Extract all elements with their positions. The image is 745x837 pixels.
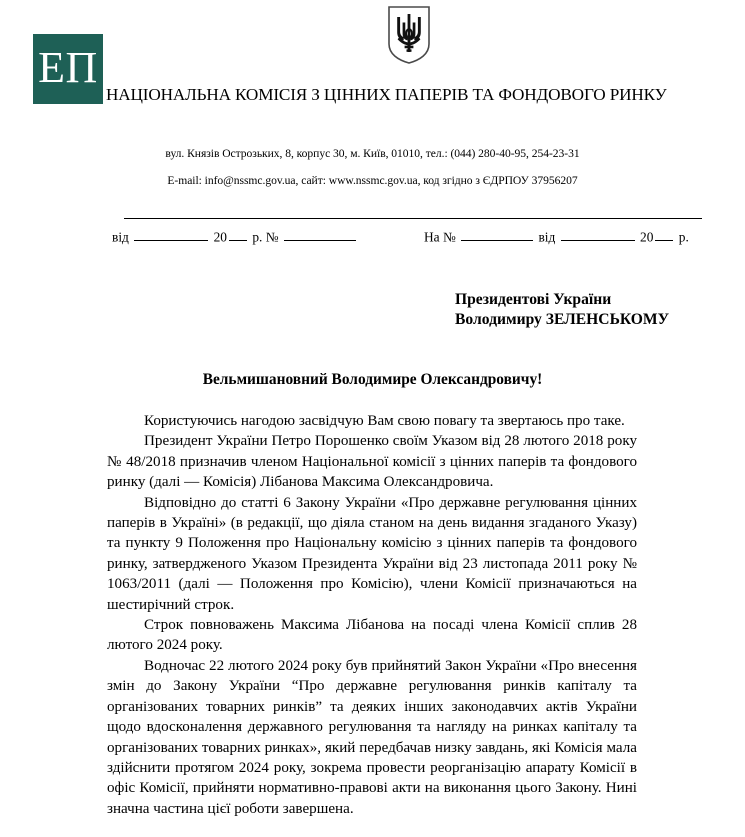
body-paragraph: Відповідно до статті 6 Закону України «Про державне регулювання цінних паперів в Україні» (в редакції, що діяла станом на день видання згаданого Указу) та пункту 9 Положення про Національну комісію з цінних паперів та фондового ринку, затвердженого Указом Президента України від 23 листопада 2011 року № 1063/2011 (далі — Положення про Комісію), члени Комісії призначаються на шестирічний строк. <box>107 494 637 613</box>
outgoing-number-blank[interactable] <box>284 228 356 241</box>
outgoing-year-prefix: 20 <box>213 229 227 245</box>
addressee-block <box>455 290 669 330</box>
salutation: Вельмишановний Володимире Олександровичу! <box>202 371 543 388</box>
logo-text: ЕП <box>38 42 98 92</box>
incoming-year-suffix: р. <box>678 229 689 245</box>
incoming-number-label: На № <box>424 229 456 245</box>
incoming-reference-fields <box>424 228 689 245</box>
outgoing-date-blank[interactable] <box>134 228 208 241</box>
organization-title: НАЦІОНАЛЬНА КОМІСІЯ З ЦІННИХ ПАПЕРІВ ТА ФОНДОВОГО РИНКУ <box>106 85 667 104</box>
contact-line: E-mail: info@nssmc.gov.ua, сайт: www.nssmc.gov.ua, код згідно з ЄДРПОУ 37956207 <box>167 174 578 187</box>
incoming-number-blank[interactable] <box>461 228 533 241</box>
incoming-from-label: від <box>538 229 556 245</box>
reference-divider <box>124 218 702 219</box>
address-line: вул. Князів Острозьких, 8, корпус 30, м. Київ, 01010, тел.: (044) 280-40-95, 254-23-31 <box>165 147 580 160</box>
letter-body <box>107 411 637 819</box>
outgoing-reference-fields <box>112 228 358 245</box>
outgoing-from-label: від <box>112 229 129 245</box>
body-paragraph: Президент України Петро Порошенко своїм Указом від 28 лютого 2018 року № 48/2018 призначив членом Національної комісії з цінних паперів та фондового ринку (далі — Комісія) Лібанова Максима Олександровича. <box>107 433 637 491</box>
body-paragraph: Строк повноважень Максима Лібанова на посаді члена Комісії сплив 28 лютого 2024 року. <box>107 617 637 654</box>
body-paragraph: Користуючись нагодою засвідчую Вам свою повагу та звертаюсь про таке. <box>144 413 625 429</box>
outgoing-year-blank[interactable] <box>229 228 247 241</box>
body-paragraph: Водночас 22 лютого 2024 року був прийнятий Закон України «Про внесення змін до Закону України “Про державне регулювання ринків капіталу та організованих товарних ринків” та деяких інших законодавчих актів України щодо вдосконалення державного регулювання та нагляду на ринках капіталу та організованих товарних ринках», який передбачав низку завдань, які Комісія мала здійснити протягом 2024 року, зокрема провести реорганізацію апарату Комісії в офіс Комісії, прийняти нормативно-правові акти на виконання цього Закону. Нині значна частина цієї роботи завершена. <box>107 657 637 817</box>
incoming-date-blank[interactable] <box>561 228 635 241</box>
incoming-year-prefix: 20 <box>640 229 654 245</box>
outgoing-year-suffix: р. <box>252 229 263 245</box>
nssmc-logo <box>33 34 103 104</box>
ukrainian-trident-coat-of-arms-icon <box>387 6 431 64</box>
addressee-line-1: Президентові України <box>455 291 612 308</box>
addressee-line-2: Володимиру ЗЕЛЕНСЬКОМУ <box>455 311 670 328</box>
outgoing-number-label: № <box>265 229 279 245</box>
incoming-year-blank[interactable] <box>655 228 673 241</box>
